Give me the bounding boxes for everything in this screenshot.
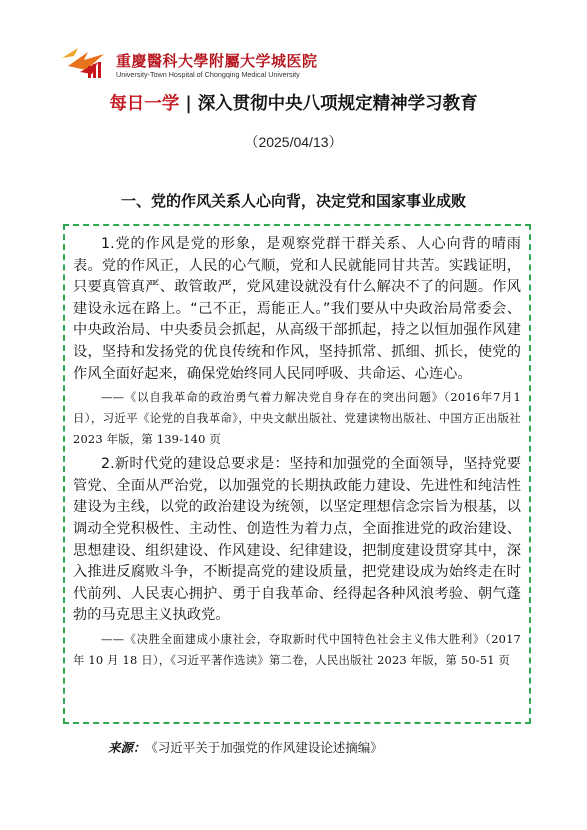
hospital-name-en: University-Town Hospital of Chongqing Medical University (116, 70, 300, 79)
quote-paragraph-1: 1.党的作风是党的形象，是观察党群干群关系、人心向背的晴雨表。党的作风正，人民的心气顺，党和人民就能同甘共苦。实践证明，只要真管真严、敢管敢严，党风建设就没有什么解决不了的问题。作风建设永远在路上。“己不正，焉能正人。”我们要从中央政治局常委会、中央政治局、中央委员会抓起，从高级干部抓起，持之以恒加强作风建设，坚持和发扬党的优良传统和作风，坚持抓常、抓细、抓长，使党的作风全面好起来，确保党始终同人民同呼吸、共命运、心连心。 (73, 236, 521, 382)
hospital-name-cn: 重慶醫科大學附屬大学城医院 (116, 52, 318, 70)
title-prefix: 每日一学 (109, 94, 180, 114)
quote-box (63, 224, 531, 724)
source-text: 《习近平关于加强党的作风建设论述摘编》 (151, 740, 383, 755)
title-separator: | (185, 94, 192, 114)
source-line (108, 738, 383, 756)
page-header (0, 0, 587, 88)
section-heading: 一、党的作风关系人心向背，决定党和国家事业成败 (120, 192, 466, 210)
publish-date: （2025/04/13） (244, 134, 343, 150)
source-label: 来源： (108, 740, 146, 755)
quote-paragraph-2: 2.新时代党的建设总要求是：坚持和加强党的全面领导，坚持党要管党、全面从严治党，以加强党的长期执政能力建设、先进性和纯洁性建设为主线，以党的政治建设为统领，以坚定理想信念宗旨为根基，以调动全党积极性、主动性、创造性为着力点，全面推进党的政治建设、思想建设、组织建设、作风建设、纪律建设，把制度建设贯穿其中，深入推进反腐败斗争，不断提高党的建设质量，把党建设成为始终走在时代前列、人民衷心拥护、勇于自我革命、经得起各种风浪考验、朝气蓬勃的马克思主义执政党。 (73, 456, 521, 624)
page-title (0, 90, 587, 115)
title-main: 深入贯彻中央八项规定精神学习教育 (197, 94, 478, 114)
quote-citation-2: ——《决胜全面建成小康社会，夺取新时代中国特色社会主义伟大胜利》（2017 年 10 月 18 日），《习近平著作选读》第二卷，人民出版社 2023 年版，第 50-51 页 (73, 631, 521, 667)
quote-citation-1: ——《以自我革命的政治勇气着力解决党自身存在的突出问题》（2016年7月1日），习近平《论党的自我革命》，中央文献出版社、党建读物出版社、中国方正出版社 2023 年版，第 139-140 页 (73, 390, 521, 447)
hospital-logo-icon (60, 44, 110, 80)
